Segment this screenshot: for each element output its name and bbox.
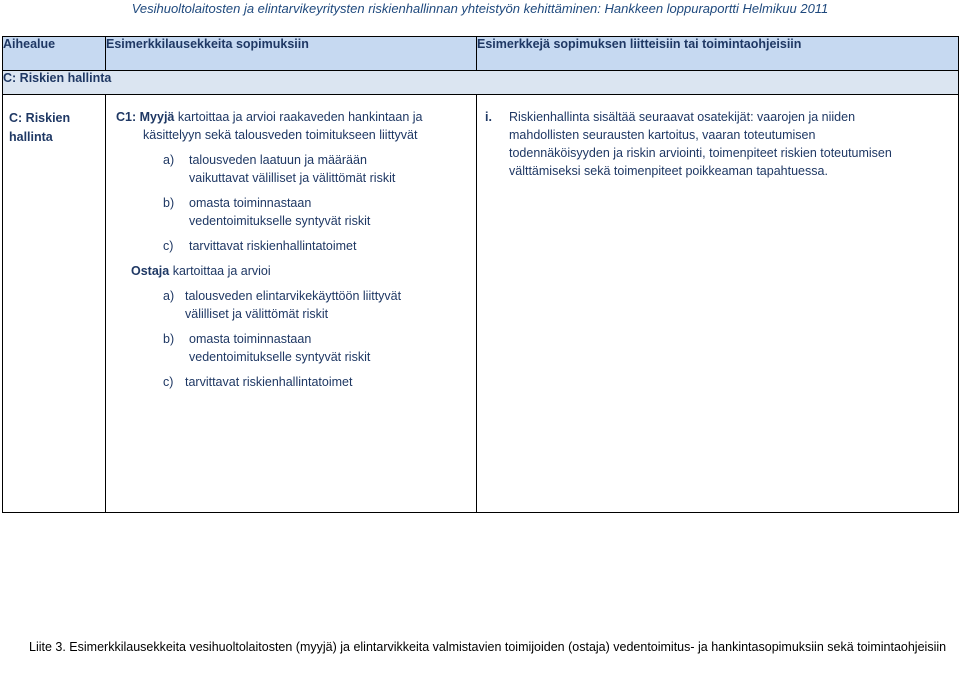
clause-cell <box>106 95 477 513</box>
appendix-caption: Liite 3. Esimerkkilausekkeita vesihuoltolaitosten (myyjä) ja elintarvikkeita valmistavien toimijoiden (ostaja) vedentoimitus- ja hankintasopimuksiin sekä toimintaohjeisiin <box>29 640 947 654</box>
list-marker: c) <box>163 375 174 389</box>
list-item <box>116 287 468 323</box>
example-text: Riskienhallinta sisältää seuraavat osatekijät: vaarojen ja niiden <box>509 110 856 124</box>
section-title: C: Riskien hallinta <box>3 71 959 95</box>
seller-term: Myyjä <box>139 110 175 124</box>
example-text: todennäköisyyden ja riskin arviointi, toimenpiteet riskien toteutumisen <box>509 146 892 160</box>
row-label-cell <box>3 95 106 513</box>
section-row <box>3 71 959 95</box>
list-text: tarvittavat riskienhallintatoimet <box>189 239 357 253</box>
list-text: tarvittavat riskienhallintatoimet <box>185 375 353 389</box>
contract-table <box>2 36 959 513</box>
buyer-term: Ostaja <box>131 264 170 278</box>
list-marker: a) <box>163 289 175 303</box>
list-item <box>116 151 468 187</box>
example-text: välttämiseksi sekä toimenpiteet poikkeaman tapahtuessa. <box>509 164 828 178</box>
list-item <box>116 330 468 366</box>
column-header-examples: Esimerkkejä sopimuksen liitteisiin tai toimintaohjeisiin <box>477 37 959 71</box>
row-label-line: C: Riskien <box>9 111 71 125</box>
list-marker: a) <box>163 153 175 167</box>
document-header: Vesihuoltolaitosten ja elintarvikeyritysten riskienhallinnan yhteistyön kehittäminen: Hankkeen loppuraportti Helmikuu 2011 <box>131 1 829 16</box>
table-row <box>3 95 959 513</box>
buyer-intro <box>116 262 468 280</box>
list-marker: c) <box>163 239 174 253</box>
list-text: talousveden elintarvikekäyttöön liittyvät <box>185 289 402 303</box>
list-text-continued: vedentoimitukselle syntyvät riskit <box>189 214 371 228</box>
list-text: omasta toiminnastaan <box>189 332 312 346</box>
buyer-intro-text: kartoittaa ja arvioi <box>172 264 271 278</box>
clause-intro: kartoittaa ja arvioi raakaveden hankintaan ja <box>177 110 423 124</box>
list-text-continued: välilliset ja välittömät riskit <box>185 307 329 321</box>
list-item <box>116 373 468 391</box>
list-marker: b) <box>163 332 175 346</box>
list-text: omasta toiminnastaan <box>189 196 312 210</box>
example-text: mahdollisten seurausten kartoitus, vaaran toteutumisen <box>509 128 816 142</box>
list-text: talousveden laatuun ja määrään <box>189 153 367 167</box>
column-header-topic: Aihealue <box>3 37 106 71</box>
column-header-clauses: Esimerkkilausekkeita sopimuksiin <box>106 37 477 71</box>
list-text-continued: vaikuttavat välilliset ja välittömät riskit <box>189 171 396 185</box>
row-label-line: hallinta <box>9 130 53 144</box>
example-cell <box>477 95 959 513</box>
table-header-row <box>3 37 959 71</box>
list-item <box>116 237 468 255</box>
list-text-continued: vedentoimitukselle syntyvät riskit <box>189 350 371 364</box>
list-marker: b) <box>163 196 175 210</box>
list-item <box>116 194 468 230</box>
clause-code: C1: <box>116 110 137 124</box>
clause-intro-continued: käsittelyyn sekä talousveden toimitukseen liittyvät <box>143 128 418 142</box>
list-marker: i. <box>485 110 492 124</box>
